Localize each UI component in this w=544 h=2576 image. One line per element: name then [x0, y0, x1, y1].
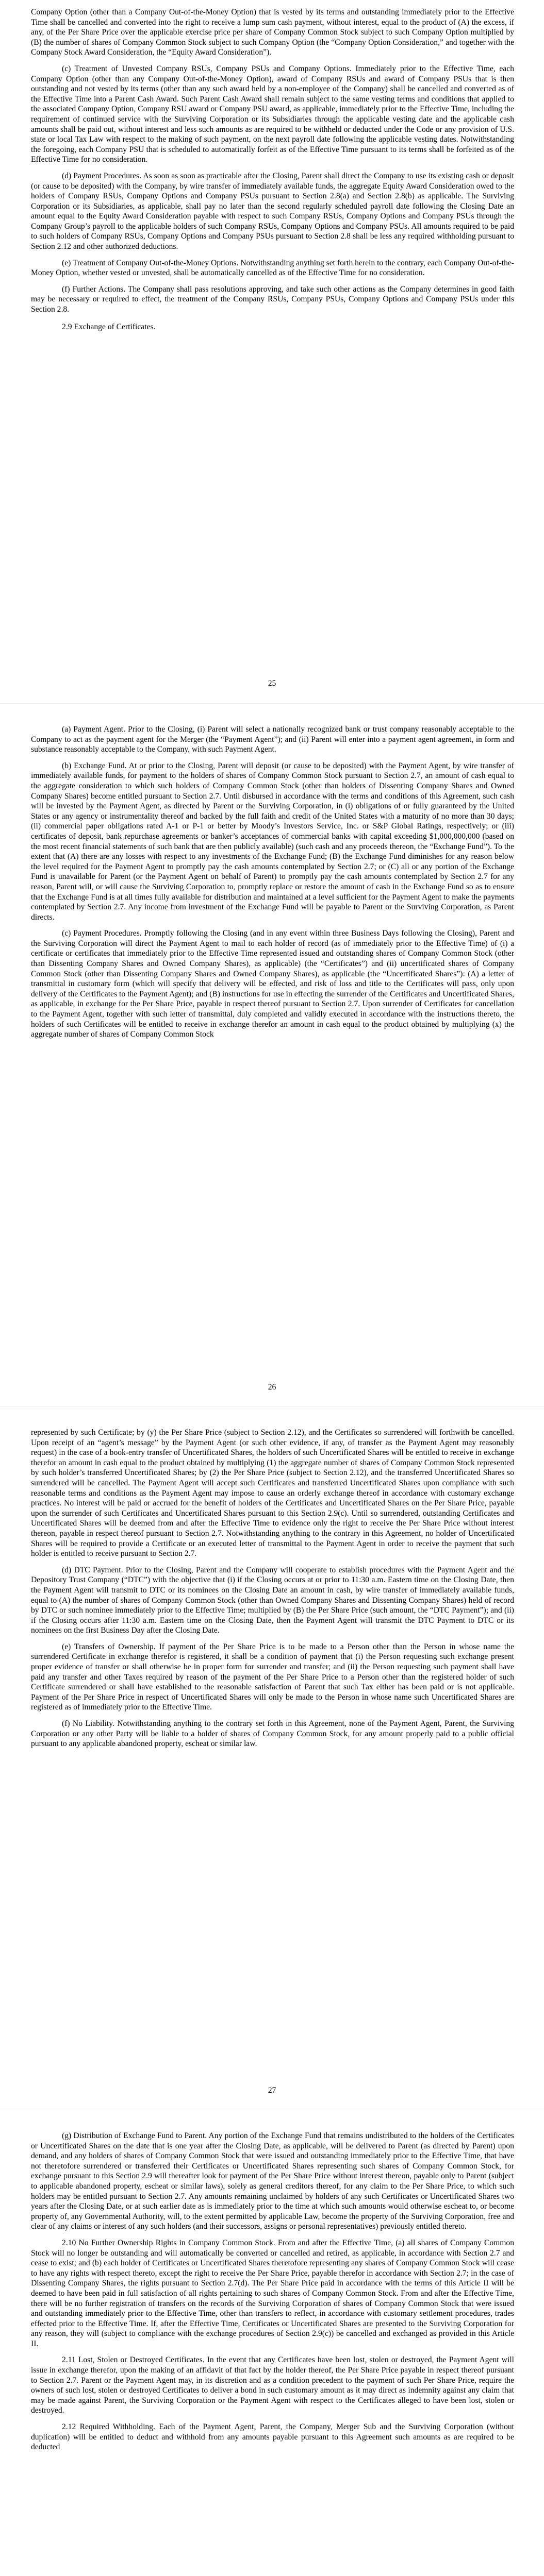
paragraph: (d) DTC Payment. Prior to the Closing, Parent and the Company will cooperate to establish procedures with the Payment Agent and the Depository Trust Company (“DTC”) with the objective that (i) if the Closing occurs at or prior to 11:30 a.m. Eastern time on the Closing Date, then the Payment Agent will transmit to DTC or its nominees on the Closing Date an amount in cash, by wire transfer of immediately available funds, equal to (A) the number of shares of Company Common Stock (other than Owned Company Shares and Dissenting Company Shares) held of record by DTC or such nominee immediately prior to the Effective Time; multiplied by (B) the Per Share Price (such amount, the “DTC Payment”); and (ii) if the Closing occurs after 11:30 a.m. Eastern time on the Closing Date, then the Payment Agent will transmit the DTC Payment to DTC or its nominees on the first Business Day after the Closing Date.: [31, 1565, 514, 1635]
paragraph: (g) Distribution of Exchange Fund to Parent. Any portion of the Exchange Fund that remains undistributed to the holders of the Certificates or Uncertificated Shares on the date that is one year after the Closing Date, as applicable, will be delivered to Parent (as directed by Parent) upon demand, and any holders of shares of Company Common Stock that were issued and outstanding immediately prior to the Effective Time, that have not theretofore surrendered or transferred their Certificates or Uncertificated Shares representing such shares of Company Common Stock, for exchange pursuant to this Section 2.9 will thereafter look for payment of the Per Share Price without interest thereon, payable only to Parent (subject to applicable abandoned property, escheat or similar laws), solely as general creditors thereof, for any claim to the Per Share Price, to which such holders may be entitled pursuant to Section 2.7. Any amounts remaining unclaimed by holders of any such Certificates or Uncertificated Shares two years after the Closing Date, or at such earlier date as is immediately prior to the time at which such amounts would otherwise escheat to, or become property of, any Governmental Authority, will, to the extent permitted by applicable Law, become the property of the Surviving Corporation, free and clear of any claims or interest of any such holders (and their successors, assigns or personal representatives) previously entitled thereto.: [31, 2131, 514, 2231]
paragraph: (f) No Liability. Notwithstanding anything to the contrary set forth in this Agreement, none of the Payment Agent, Parent, the Surviving Corporation or any other Party will be liable to a holder of shares of Company Common Stock, for any amount properly paid to a public official pursuant to any applicable abandoned property, escheat or similar law.: [31, 1719, 514, 1749]
paragraph: Company Option (other than a Company Out-of-the-Money Option) that is vested by its terms and outstanding immediately prior to the Effective Time shall be cancelled and converted into the right to receive a lump sum cash payment, without interest, equal to the product of (A) the excess, if any, of the Per Share Price over the applicable exercise price per share of Company Common Stock subject to such Company Option multiplied by (B) the number of shares of Company Common Stock subject to such Company Option (the “Company Option Consideration,” and together with the Company Stock Award Consideration, the “Equity Award Consideration”).: [31, 8, 514, 57]
page-body: [31, 1428, 514, 1755]
page-27: [0, 1406, 544, 2110]
paragraph: 2.11 Lost, Stolen or Destroyed Certificates. In the event that any Certificates have been lost, stolen or destroyed, the Payment Agent will issue in exchange therefor, upon the making of an affidavit of that fact by the holder thereof, the Per Share Price payable in respect thereof pursuant to Section 2.7. Parent or the Payment Agent may, in its discretion and as a condition precedent to the payment of such Per Share Price, require the owners of such lost, stolen or destroyed Certificates to deliver a bond in such customary amount as it may direct as indemnity against any claim that may be made against Parent, the Surviving Corporation or the Payment Agent with respect to the Certificates alleged to have been lost, stolen or destroyed.: [31, 2355, 514, 2415]
page-body: [31, 724, 514, 1046]
page-28: [0, 2110, 544, 2576]
paragraph: (e) Transfers of Ownership. If payment of the Per Share Price is to be made to a Person other than the Person in whose name the surrendered Certificate in exchange therefor is registered, it shall be a condition of payment that (i) the Person requesting such exchange present proper evidence of transfer or shall otherwise be in proper form for surrender and transfer; and (ii) the Person requesting such payment shall have paid any transfer and other Taxes required by reason of the payment of the Per Share Price to a Person other than the registered holder of such Certificate surrendered or shall have established to the reasonable satisfaction of Parent that such Tax either has been paid or is not applicable. Payment of the Per Share Price in respect of Uncertificated Shares will only be made to the Person in whose name such Uncertificated Shares are registered as of immediately prior to the Effective Time.: [31, 1642, 514, 1712]
page-body: [31, 7, 514, 338]
paragraph: 2.10 No Further Ownership Rights in Company Common Stock. From and after the Effective Time, (a) all shares of Company Common Stock will no longer be outstanding and will automatically be converted or cancelled and retired, as applicable, in accordance with Section 2.7 and cease to exist; and (b) each holder of Certificates or Uncertificated Shares theretofore representing any shares of Company Common Stock will cease to have any rights with respect thereto, except the right to receive the Per Share Price, payable therefor in accordance with Section 2.7; in the case of Dissenting Company Shares, the rights pursuant to Section 2.7(d). The Per Share Price paid in accordance with the terms of this Article II will be deemed to have been paid in full satisfaction of all rights pertaining to such shares of Company Common Stock. From and after the Effective Time, there will be no further registration of transfers on the records of the Surviving Corporation of shares of Company Common Stock that were issued and outstanding immediately prior to the Effective Time, other than transfers to reflect, in accordance with customary settlement procedures, trades effected prior to the Effective Time. If, after the Effective Time, Certificates or Uncertificated Shares are presented to the Surviving Corporation for any reason, they will (subject to compliance with the exchange procedures of Section 2.9(c)) be cancelled and exchanged as provided in this Article II.: [31, 2238, 514, 2348]
page-25: [0, 0, 544, 703]
paragraph: (a) Payment Agent. Prior to the Closing, (i) Parent will select a nationally recognized bank or trust company reasonably acceptable to the Company to act as the payment agent for the Merger (the “Payment Agent”); and (ii) Parent will enter into a payment agent agreement, in form and substance reasonably acceptable to the Company, with such Payment Agent.: [31, 725, 514, 754]
paragraph: (e) Treatment of Company Out-of-the-Money Options. Notwithstanding anything set forth herein to the contrary, each Company Out-of-the-Money Option, whether vested or unvested, shall be automatically cancelled as of the Effective Time for no consideration.: [31, 258, 514, 278]
paragraph: (b) Exchange Fund. At or prior to the Closing, Parent will deposit (or cause to be deposited) with the Payment Agent, by wire transfer of immediately available funds, for payment to the holders of shares of Company Common Stock pursuant to Section 2.7, an amount of cash equal to the aggregate consideration to which such holders of Company Common Stock (other than holders of Dissenting Company Shares and Owned Company Shares) become entitled pursuant to Section 2.7. Until disbursed in accordance with the terms and conditions of this Agreement, such cash will be invested by the Payment Agent, as directed by Parent or the Surviving Corporation, in (i) obligations of or fully guaranteed by the United States or any agency or instrumentality thereof and backed by the full faith and credit of the United States with a maturity of no more than 30 days; (ii) commercial paper obligations rated A-1 or P-1 or better by Moody’s Investors Service, Inc. or S&P Global Ratings, respectively; or (iii) certificates of deposit, bank repurchase agreements or banker’s acceptances of commercial banks with capital exceeding $1,000,000,000 (based on the most recent financial statements of such bank that are then publicly available) (such cash and any proceeds thereon, the “Exchange Fund”). To the extent that (A) there are any losses with respect to any investments of the Exchange Fund; (B) the Exchange Fund diminishes for any reason below the level required for the Payment Agent to promptly pay the cash amounts contemplated by Section 2.7; or (C) all or any portion of the Exchange Fund is unavailable for Parent (or the Payment Agent on behalf of Parent) to promptly pay the cash amounts contemplated by Section 2.7 for any reason, Parent will, or will cause the Surviving Corporation to, promptly replace or restore the amount of cash in the Exchange Fund so as to ensure that the Exchange Fund is at all times fully available for distribution and maintained at a level sufficient for the Payment Agent to make the payments contemplated by Section 2.7. Any income from investment of the Exchange Fund will be payable to Parent or the Surviving Corporation, as Parent directs.: [31, 761, 514, 922]
paragraph: represented by such Certificate; by (y) the Per Share Price (subject to Section 2.12), and the Certificates so surrendered will forthwith be cancelled. Upon receipt of an “agent’s message” by the Payment Agent (or such other evidence, if any, of transfer as the Payment Agent may reasonably request) in the case of a book-entry transfer of Uncertificated Shares, the holders of such Uncertificated Shares will be entitled to receive in exchange therefor an amount in cash equal to the product obtained by multiplying (1) the aggregate number of shares of Company Common Stock represented by such holder’s transferred Uncertificated Shares; by (2) the Per Share Price (subject to Section 2.12), and the transferred Uncertificated Shares so surrendered will be cancelled. The Payment Agent will accept such Certificates and transferred Uncertificated Shares upon compliance with such reasonable terms and conditions as the Payment Agent may impose to cause an orderly exchange thereof in accordance with customary exchange practices. No interest will be paid or accrued for the benefit of holders of the Certificates and Uncertificated Shares on the Per Share Price, payable upon the surrender of such Certificates and Uncertificated Shares pursuant to this Section 2.9(c). Until so surrendered, outstanding Certificates and Uncertificated Shares will be deemed from and after the Effective Time to evidence only the right to receive the Per Share Price without interest thereon, payable in respect thereof pursuant to Section 2.7. Notwithstanding anything to the contrary in this Agreement, no holder of Uncertificated Shares will be required to provide a Certificate or an executed letter of transmittal to the Payment Agent in order to receive the payment that such holder is entitled to receive pursuant to Section 2.7.: [31, 1428, 514, 1558]
paragraph: (d) Payment Procedures. As soon as soon as practicable after the Closing, Parent shall direct the Company to use its existing cash or deposit (or cause to be deposited) with the Company, by wire transfer of immediately available funds, the aggregate Equity Award Consideration owed to the holders of Company RSUs, Company Options and Company PSUs pursuant to Section 2.8(a) and Section 2.8(b) as applicable. The Surviving Corporation or its Subsidiaries, as applicable, shall pay no later than the second regularly scheduled payroll date following the Closing Date an amount equal to the Equity Award Consideration payable with respect to such Company RSUs, Company Options and Company PSUs through the Company Group’s payroll to the applicable holders of such Company RSUs, Company Options and Company PSUs. All amounts required to be paid to such holders of Company RSUs, Company Options and Company PSUs pursuant to Section 2.8 shall be less any required withholding pursuant to Section 2.12 and other authorized deductions.: [31, 171, 514, 251]
page-number: 26: [268, 1383, 276, 1392]
paragraph: (f) Further Actions. The Company shall pass resolutions approving, and take such other actions as the Company determines in good faith may be necessary or required to effect, the treatment of the Company RSUs, Company PSUs, Company Options and Company PSUs under this Section 2.8.: [31, 284, 514, 314]
paragraph: (c) Treatment of Unvested Company RSUs, Company PSUs and Company Options. Immediately prior to the Effective Time, each Company Option (other than any Company Out-of-the-Money Option), award of Company RSUs and award of Company PSUs that is then outstanding and not vested by its terms (other than any such award held by a non-employee of the Company) shall be cancelled and converted as of the Effective Time into a Parent Cash Award. Such Parent Cash Award shall remain subject to the same vesting terms and conditions that applied to the associated Company Option, Company RSU award or Company PSU award, as applicable, immediately prior to the Effective Time, including the requirement of continued service with the Surviving Corporation or its Subsidiaries through the applicable vesting date and the applicable cash amounts shall be paid out, without interest and less such amounts as are required to be withheld or deducted under the Code or any provision of U.S. state or local Tax Law with respect to the making of such payment, on the next payroll date following the applicable vesting dates. Notwithstanding the foregoing, each Company PSU that is scheduled to automatically forfeit as of the Effective Time pursuant to its terms shall be forfeited as of the Effective Time for no consideration.: [31, 64, 514, 164]
page-26: [0, 703, 544, 1407]
paragraph: 2.12 Required Withholding. Each of the Payment Agent, Parent, the Company, Merger Sub and the Surviving Corporation (without duplication) will be entitled to deduct and withhold from any amounts payable pursuant to this Agreement such amounts as are required to be deducted: [31, 2422, 514, 2452]
paragraph: (c) Payment Procedures. Promptly following the Closing (and in any event within three Business Days following the Closing), Parent and the Surviving Corporation will direct the Payment Agent to mail to each holder of record (as of immediately prior to the Effective Time) of (i) a certificate or certificates that immediately prior to the Effective Time represented issued and outstanding shares of Company Common Stock (other than Dissenting Company Shares and Owned Company Shares), as applicable) (the “Certificates”) and (ii) uncertificated shares of Company Common Stock (other than Dissenting Company Shares and Owned Company Shares), as applicable (the “Uncertificated Shares”): (A) a letter of transmittal in customary form (which will specify that delivery will be effected, and risk of loss and title to the Certificates will pass, only upon delivery of the Certificates to the Payment Agent); and (B) instructions for use in effecting the surrender of the Certificates and Uncertificated Shares, as applicable, in exchange for the Per Share Price, payable in respect thereof pursuant to Section 2.7. Upon surrender of Certificates for cancellation to the Payment Agent, together with such letter of transmittal, duly completed and validly executed in accordance with the instructions thereto, the holders of such Certificates will be entitled to receive in exchange therefor an amount in cash equal to the product obtained by multiplying (x) the aggregate number of shares of Company Common Stock: [31, 929, 514, 1039]
page-number: 27: [268, 2086, 276, 2095]
page-body: [31, 2131, 514, 2459]
section-heading: 2.9 Exchange of Certificates.: [62, 322, 156, 331]
page-number: 25: [268, 679, 276, 688]
